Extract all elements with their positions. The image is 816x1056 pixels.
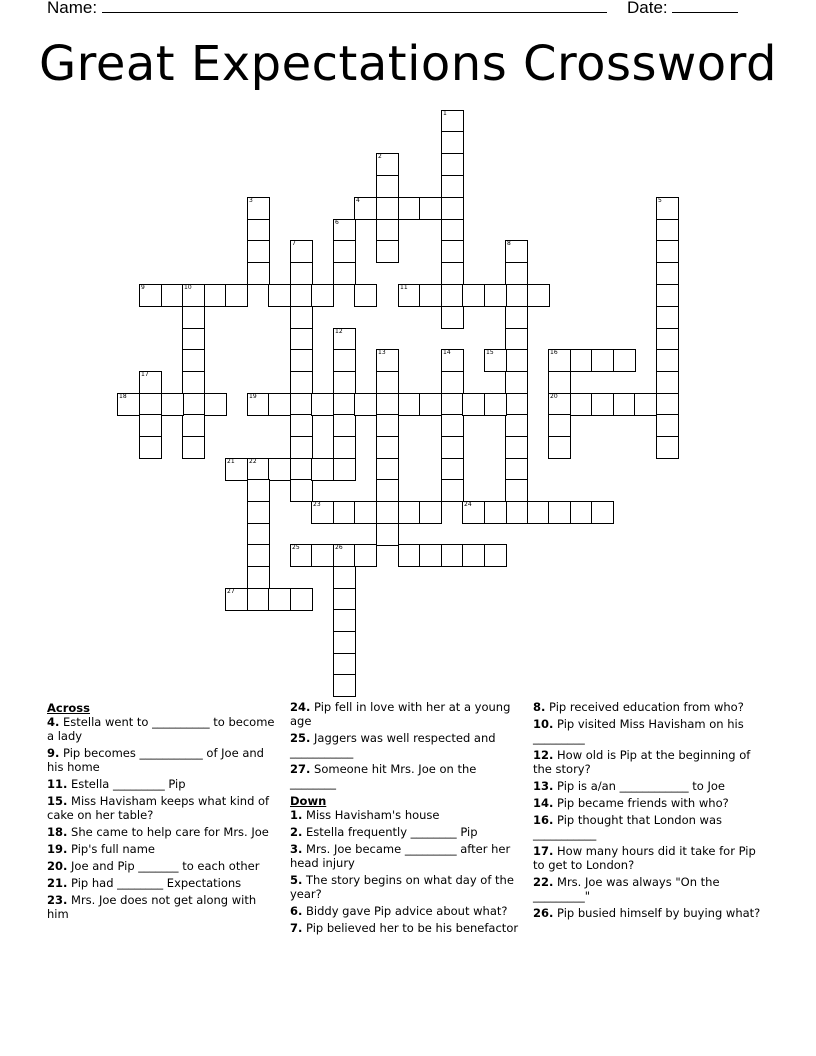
clue-item — [47, 715, 279, 743]
clue-item — [290, 904, 522, 918]
grid-cell[interactable] — [333, 653, 356, 676]
grid-cell[interactable] — [505, 501, 528, 524]
clue-item — [47, 842, 279, 856]
clue-item-number: 5. — [290, 873, 303, 887]
grid-cell[interactable] — [548, 414, 571, 437]
grid-cell[interactable] — [591, 501, 614, 524]
clue-item-text: Biddy gave Pip advice about what? — [302, 904, 508, 918]
grid-cell[interactable] — [484, 393, 507, 416]
clue-number: 21 — [227, 458, 235, 465]
grid-cell[interactable] — [376, 240, 399, 263]
clue-item-number: 1. — [290, 808, 303, 822]
grid-cell[interactable] — [247, 479, 270, 502]
grid-cell[interactable] — [290, 306, 313, 329]
clue-item — [290, 842, 522, 870]
clue-number: 27 — [227, 588, 235, 595]
clue-number: 6 — [335, 219, 339, 226]
grid-cell[interactable] — [311, 284, 334, 307]
clue-item-number: 16. — [533, 813, 554, 827]
grid-cell[interactable] — [161, 393, 184, 416]
grid-cell[interactable] — [247, 588, 270, 611]
grid-cell[interactable] — [441, 240, 464, 263]
grid-cell[interactable] — [376, 219, 399, 242]
grid-cell[interactable] — [419, 197, 442, 220]
grid-cell[interactable] — [441, 219, 464, 242]
grid-cell[interactable] — [290, 349, 313, 372]
grid-cell[interactable] — [376, 436, 399, 459]
grid-cell[interactable] — [333, 371, 356, 394]
grid-cell[interactable] — [333, 262, 356, 285]
grid-cell[interactable] — [333, 588, 356, 611]
clue-item — [47, 746, 279, 774]
grid-cell[interactable] — [225, 284, 248, 307]
clue-item — [533, 875, 765, 903]
grid-cell[interactable] — [376, 523, 399, 546]
clue-item-number: 27. — [290, 762, 311, 776]
grid-cell[interactable] — [656, 328, 679, 351]
grid-cell[interactable] — [570, 501, 593, 524]
grid-cell[interactable] — [484, 501, 507, 524]
grid-cell[interactable] — [441, 284, 464, 307]
clue-item-number: 21. — [47, 876, 68, 890]
grid-cell[interactable] — [398, 544, 421, 567]
grid-cell[interactable] — [613, 393, 636, 416]
clue-item — [533, 796, 765, 810]
down-clue-list — [290, 808, 522, 935]
grid-cell[interactable] — [182, 349, 205, 372]
grid-cell[interactable] — [505, 328, 528, 351]
grid-cell[interactable] — [505, 436, 528, 459]
clue-item-text: Pip visited Miss Havisham on his _________ — [533, 717, 744, 745]
clue-item-number: 24. — [290, 700, 311, 714]
grid-cell[interactable] — [548, 371, 571, 394]
grid-cell[interactable] — [505, 458, 528, 481]
grid-cell[interactable] — [505, 349, 528, 372]
grid-cell[interactable] — [182, 328, 205, 351]
clue-item — [290, 808, 522, 822]
clue-item — [290, 700, 522, 728]
grid-cell[interactable] — [505, 414, 528, 437]
grid-cell[interactable] — [656, 414, 679, 437]
clue-item — [533, 717, 765, 745]
grid-cell[interactable] — [441, 393, 464, 416]
clue-item-text: Estella went to __________ to become a lady — [47, 715, 275, 743]
clue-item-text: How many hours did it take for Pip to get to London? — [533, 844, 756, 872]
grid-cell[interactable] — [333, 240, 356, 263]
clue-item — [533, 844, 765, 872]
grid-cell[interactable] — [290, 588, 313, 611]
grid-cell[interactable] — [527, 284, 550, 307]
clue-number: 18 — [119, 393, 127, 400]
grid-cell[interactable] — [462, 284, 485, 307]
clue-item-text: Miss Havisham's house — [302, 808, 440, 822]
grid-cell[interactable] — [333, 566, 356, 589]
clue-item — [47, 893, 279, 921]
down-clue-list-continued — [533, 700, 765, 920]
grid-cell[interactable] — [333, 501, 356, 524]
grid-cell[interactable] — [311, 544, 334, 567]
clue-item-text: Mrs. Joe does not get along with him — [47, 893, 257, 921]
grid-cell[interactable] — [333, 349, 356, 372]
clue-item — [47, 777, 279, 791]
clue-item — [290, 825, 522, 839]
clue-number: 25 — [292, 544, 300, 551]
clue-item-text: Pip becomes ___________ of Joe and his home — [47, 746, 264, 774]
grid-cell[interactable] — [354, 544, 377, 567]
grid-cell[interactable] — [247, 219, 270, 242]
grid-cell[interactable] — [333, 631, 356, 654]
grid-cell[interactable] — [505, 284, 528, 307]
clue-item-number: 9. — [47, 746, 60, 760]
grid-cell[interactable] — [290, 393, 313, 416]
clue-number: 5 — [658, 197, 662, 204]
clues-column-3 — [533, 700, 765, 923]
clue-number: 13 — [378, 349, 386, 356]
clue-item-number: 23. — [47, 893, 68, 907]
grid-cell[interactable] — [268, 588, 291, 611]
grid-cell[interactable] — [441, 436, 464, 459]
grid-cell[interactable] — [182, 414, 205, 437]
grid-cell[interactable] — [398, 197, 421, 220]
grid-cell[interactable] — [656, 306, 679, 329]
grid-cell[interactable] — [570, 393, 593, 416]
grid-cell[interactable] — [354, 393, 377, 416]
grid-cell[interactable] — [247, 523, 270, 546]
grid-cell[interactable] — [570, 349, 593, 372]
clues-column-2 — [290, 700, 522, 938]
grid-cell[interactable] — [376, 458, 399, 481]
clue-number: 17 — [141, 371, 149, 378]
clue-number: 15 — [486, 349, 494, 356]
clue-item-number: 25. — [290, 731, 311, 745]
clue-item-text: Estella frequently ________ Pip — [302, 825, 478, 839]
grid-cell[interactable] — [290, 371, 313, 394]
clue-number: 14 — [443, 349, 451, 356]
clue-item-text: Pip fell in love with her at a young age — [290, 700, 511, 728]
grid-cell[interactable] — [247, 544, 270, 567]
clue-item-text: Pip is a/an ____________ to Joe — [553, 779, 725, 793]
clue-item-number: 26. — [533, 906, 554, 920]
grid-cell[interactable] — [462, 393, 485, 416]
grid-cell[interactable] — [290, 414, 313, 437]
grid-cell[interactable] — [247, 566, 270, 589]
grid-cell[interactable] — [333, 436, 356, 459]
clue-item — [290, 873, 522, 901]
clue-item-number: 18. — [47, 825, 68, 839]
clue-item-number: 17. — [533, 844, 554, 858]
clue-item-text: She came to help care for Mrs. Joe — [67, 825, 269, 839]
clue-item-number: 20. — [47, 859, 68, 873]
grid-cell[interactable] — [268, 393, 291, 416]
clue-item-text: Pip busied himself by buying what? — [553, 906, 761, 920]
clue-item-number: 22. — [533, 875, 554, 889]
grid-cell[interactable] — [548, 436, 571, 459]
clue-item — [47, 876, 279, 890]
grid-cell[interactable] — [441, 544, 464, 567]
clue-item — [47, 859, 279, 873]
grid-cell[interactable] — [656, 262, 679, 285]
grid-cell[interactable] — [441, 479, 464, 502]
grid-cell[interactable] — [484, 284, 507, 307]
clue-item — [533, 779, 765, 793]
grid-cell[interactable] — [398, 393, 421, 416]
clue-item — [533, 813, 765, 841]
date-label: Date: — [627, 0, 668, 17]
clue-item — [533, 906, 765, 920]
clue-item-number: 3. — [290, 842, 303, 856]
clue-item-number: 2. — [290, 825, 303, 839]
clue-item — [290, 921, 522, 935]
clue-item-text: How old is Pip at the beginning of the story? — [533, 748, 751, 776]
clue-item-text: Jaggers was well respected and ___________ — [290, 731, 496, 759]
clue-item-text: Joe and Pip _______ to each other — [67, 859, 260, 873]
grid-cell[interactable] — [139, 414, 162, 437]
clue-item-text: Mrs. Joe became _________ after her head injury — [290, 842, 511, 870]
grid-cell[interactable] — [505, 393, 528, 416]
across-clue-list-continued — [290, 700, 522, 790]
grid-cell[interactable] — [419, 501, 442, 524]
grid-cell[interactable] — [656, 284, 679, 307]
grid-cell[interactable] — [548, 501, 571, 524]
grid-cell[interactable] — [247, 262, 270, 285]
clue-number: 9 — [141, 284, 145, 291]
grid-cell[interactable] — [333, 393, 356, 416]
clue-item — [47, 825, 279, 839]
grid-cell[interactable] — [505, 479, 528, 502]
clue-item-text: Pip's full name — [67, 842, 156, 856]
grid-cell[interactable] — [441, 153, 464, 176]
clue-number: 7 — [292, 240, 296, 247]
grid-cell[interactable] — [139, 393, 162, 416]
grid-cell[interactable] — [182, 306, 205, 329]
grid-cell[interactable] — [376, 501, 399, 524]
grid-cell[interactable] — [247, 240, 270, 263]
clue-number: 23 — [313, 501, 321, 508]
grid-cell[interactable] — [333, 674, 356, 697]
clue-number: 11 — [400, 284, 408, 291]
clue-item-text: Pip received education from who? — [545, 700, 744, 714]
grid-cell[interactable] — [656, 393, 679, 416]
grid-cell[interactable] — [139, 436, 162, 459]
page-title: Great Expectations Crossword — [38, 36, 778, 92]
clue-number: 10 — [184, 284, 192, 291]
grid-cell[interactable] — [290, 328, 313, 351]
grid-cell[interactable] — [333, 458, 356, 481]
down-heading: Down — [290, 794, 327, 808]
grid-cell[interactable] — [290, 262, 313, 285]
clue-item-number: 10. — [533, 717, 554, 731]
grid-cell[interactable] — [505, 371, 528, 394]
clue-item-number: 4. — [47, 715, 60, 729]
grid-cell[interactable] — [441, 414, 464, 437]
clue-number: 3 — [249, 197, 253, 204]
grid-cell[interactable] — [161, 284, 184, 307]
clue-item — [533, 700, 765, 714]
clue-item — [47, 794, 279, 822]
grid-cell[interactable] — [311, 393, 334, 416]
grid-cell[interactable] — [268, 284, 291, 307]
grid-cell[interactable] — [441, 197, 464, 220]
grid-cell[interactable] — [505, 262, 528, 285]
clue-item-number: 11. — [47, 777, 68, 791]
grid-cell[interactable] — [441, 175, 464, 198]
name-label: Name: — [47, 0, 98, 17]
clue-item-text: Pip had ________ Expectations — [67, 876, 242, 890]
grid-cell[interactable] — [656, 219, 679, 242]
grid-cell[interactable] — [268, 458, 291, 481]
clue-item-number: 6. — [290, 904, 303, 918]
grid-cell[interactable] — [290, 458, 313, 481]
grid-cell[interactable] — [634, 393, 657, 416]
grid-cell[interactable] — [182, 436, 205, 459]
grid-cell[interactable] — [376, 479, 399, 502]
clue-item-number: 15. — [47, 794, 68, 808]
clue-item-number: 7. — [290, 921, 303, 935]
grid-cell[interactable] — [182, 393, 205, 416]
clue-number: 22 — [249, 458, 257, 465]
clue-item-text: Estella _________ Pip — [67, 777, 186, 791]
grid-cell[interactable] — [441, 371, 464, 394]
clue-item-number: 13. — [533, 779, 554, 793]
grid-cell[interactable] — [441, 262, 464, 285]
grid-cell[interactable] — [376, 371, 399, 394]
grid-cell[interactable] — [419, 544, 442, 567]
grid-cell[interactable] — [204, 393, 227, 416]
clue-item-text: Miss Havisham keeps what kind of cake on her table? — [47, 794, 270, 822]
clues-column-1 — [47, 700, 279, 924]
clue-item-text: The story begins on what day of the year? — [290, 873, 514, 901]
grid-cell[interactable] — [441, 458, 464, 481]
grid-cell[interactable] — [527, 501, 550, 524]
grid-cell[interactable] — [398, 501, 421, 524]
clue-number: 8 — [507, 240, 511, 247]
across-clue-list — [47, 715, 279, 921]
clue-item — [290, 731, 522, 759]
grid-cell[interactable] — [591, 393, 614, 416]
grid-cell[interactable] — [419, 393, 442, 416]
grid-cell[interactable] — [290, 436, 313, 459]
clue-item-text: Pip believed her to be his benefactor — [302, 921, 519, 935]
grid-cell[interactable] — [656, 349, 679, 372]
clue-item — [290, 762, 522, 790]
clue-number: 19 — [249, 393, 257, 400]
grid-cell[interactable] — [376, 393, 399, 416]
clue-item-number: 19. — [47, 842, 68, 856]
clue-item-text: Pip thought that London was ___________ — [533, 813, 723, 841]
grid-cell[interactable] — [505, 306, 528, 329]
grid-cell[interactable] — [656, 240, 679, 263]
clue-number: 16 — [550, 349, 558, 356]
grid-cell[interactable] — [311, 458, 334, 481]
grid-cell[interactable] — [182, 371, 205, 394]
grid-cell[interactable] — [376, 414, 399, 437]
grid-cell[interactable] — [484, 544, 507, 567]
grid-cell[interactable] — [419, 284, 442, 307]
clue-item-number: 12. — [533, 748, 554, 762]
grid-cell[interactable] — [613, 349, 636, 372]
clue-number: 2 — [378, 153, 382, 160]
clue-number: 20 — [550, 393, 558, 400]
clue-item-text: Someone hit Mrs. Joe on the ________ — [290, 762, 477, 790]
clue-number: 24 — [464, 501, 472, 508]
grid-cell[interactable] — [204, 284, 227, 307]
clue-item-number: 14. — [533, 796, 554, 810]
grid-cell[interactable] — [441, 131, 464, 154]
clue-number: 1 — [443, 110, 447, 117]
grid-cell[interactable] — [376, 175, 399, 198]
grid-cell[interactable] — [247, 501, 270, 524]
grid-cell[interactable] — [441, 306, 464, 329]
grid-cell[interactable] — [376, 197, 399, 220]
grid-cell[interactable] — [591, 349, 614, 372]
grid-cell[interactable] — [656, 436, 679, 459]
clue-number: 26 — [335, 544, 343, 551]
grid-cell[interactable] — [333, 414, 356, 437]
clue-item-text: Pip became friends with who? — [553, 796, 729, 810]
clue-item-number: 8. — [533, 700, 546, 714]
grid-cell[interactable] — [333, 609, 356, 632]
grid-cell[interactable] — [354, 501, 377, 524]
clue-number: 4 — [356, 197, 360, 204]
grid-cell[interactable] — [354, 284, 377, 307]
grid-cell[interactable] — [290, 479, 313, 502]
across-heading: Across — [47, 701, 90, 715]
clue-number: 12 — [335, 328, 343, 335]
grid-cell[interactable] — [290, 284, 313, 307]
clue-item — [533, 748, 765, 776]
clue-item-text: Mrs. Joe was always "On the _________" — [533, 875, 720, 903]
grid-cell[interactable] — [462, 544, 485, 567]
grid-cell[interactable] — [656, 371, 679, 394]
